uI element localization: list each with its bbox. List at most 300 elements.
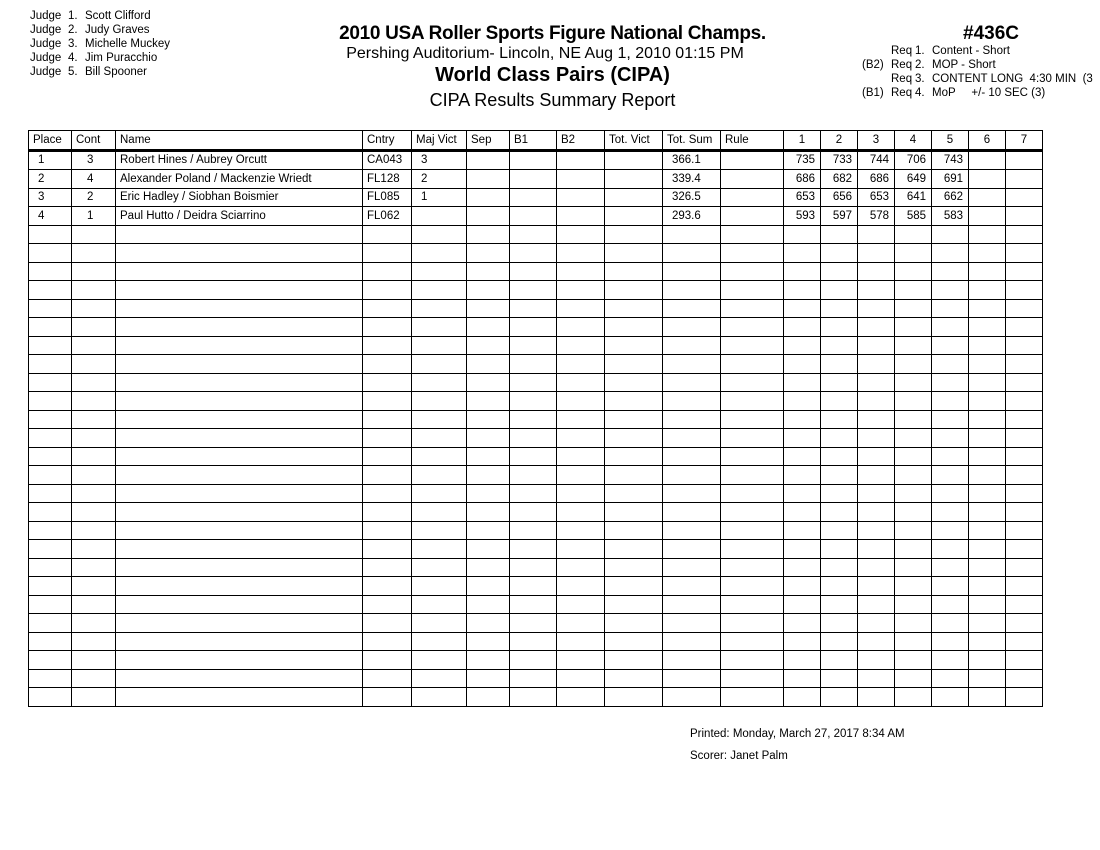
judge-entry	[30, 51, 170, 65]
column-header: Tot. Vict	[605, 131, 663, 151]
table-cell	[412, 688, 467, 707]
table-cell	[1006, 595, 1043, 614]
table-cell	[663, 318, 721, 337]
table-cell	[932, 447, 969, 466]
table-cell	[116, 318, 363, 337]
table-cell	[510, 651, 557, 670]
judge-name: Bill Spooner	[85, 66, 148, 78]
table-cell	[116, 651, 363, 670]
column-header: 7	[1006, 131, 1043, 151]
table-cell	[932, 373, 969, 392]
requirement-bonus-tag: (B1)	[862, 87, 884, 99]
table-cell	[721, 558, 784, 577]
table-cell	[605, 484, 663, 503]
table-row-empty	[29, 244, 1043, 263]
table-cell	[116, 577, 363, 596]
table-cell	[605, 410, 663, 429]
table-cell	[821, 299, 858, 318]
table-cell	[1006, 614, 1043, 633]
table-cell	[858, 447, 895, 466]
table-cell	[663, 244, 721, 263]
table-cell	[895, 410, 932, 429]
table-cell	[29, 244, 72, 263]
table-cell	[895, 373, 932, 392]
table-cell: 1	[412, 188, 467, 207]
table-header-row	[29, 131, 1043, 151]
table-cell	[895, 577, 932, 596]
report-title: CIPA Results Summary Report	[429, 90, 676, 110]
table-cell	[858, 225, 895, 244]
table-cell	[932, 484, 969, 503]
table-cell	[72, 540, 116, 559]
table-cell	[557, 521, 605, 540]
requirements-list	[862, 44, 1093, 100]
table-cell	[858, 688, 895, 707]
table-cell	[969, 336, 1006, 355]
table-cell	[932, 410, 969, 429]
table-cell	[932, 355, 969, 374]
table-cell	[858, 318, 895, 337]
table-cell	[721, 373, 784, 392]
table-cell	[858, 540, 895, 559]
results-table	[28, 130, 1043, 707]
table-cell	[510, 429, 557, 448]
table-cell	[858, 577, 895, 596]
table-cell	[932, 466, 969, 485]
table-cell	[932, 429, 969, 448]
table-cell: 4	[72, 170, 116, 189]
table-cell	[510, 355, 557, 374]
table-cell	[605, 336, 663, 355]
table-cell	[72, 521, 116, 540]
table-cell	[1006, 521, 1043, 540]
table-row	[29, 150, 1043, 170]
table-cell	[557, 188, 605, 207]
table-cell	[605, 150, 663, 170]
table-cell	[784, 484, 821, 503]
table-cell: 4	[29, 207, 72, 226]
table-cell	[557, 688, 605, 707]
table-cell	[29, 318, 72, 337]
table-cell	[858, 410, 895, 429]
table-cell	[721, 484, 784, 503]
table-cell	[1006, 207, 1043, 226]
table-cell	[784, 651, 821, 670]
table-cell	[721, 614, 784, 633]
table-cell	[72, 355, 116, 374]
column-header: 5	[932, 131, 969, 151]
table-row-empty	[29, 429, 1043, 448]
table-cell	[605, 225, 663, 244]
table-cell	[72, 244, 116, 263]
table-cell	[858, 466, 895, 485]
table-cell	[412, 410, 467, 429]
table-row-empty	[29, 669, 1043, 688]
table-row-empty	[29, 373, 1043, 392]
table-cell	[969, 688, 1006, 707]
table-cell	[969, 595, 1006, 614]
table-cell	[784, 447, 821, 466]
table-cell	[663, 688, 721, 707]
table-cell	[29, 410, 72, 429]
table-cell	[412, 521, 467, 540]
requirement-label: Req	[891, 87, 913, 99]
table-cell	[605, 595, 663, 614]
requirement-number: 1.	[915, 45, 925, 57]
table-cell	[510, 595, 557, 614]
table-cell	[721, 632, 784, 651]
table-cell	[467, 521, 510, 540]
table-cell	[605, 669, 663, 688]
table-cell	[29, 429, 72, 448]
requirement-number: 3.	[915, 73, 925, 85]
table-cell	[663, 410, 721, 429]
table-cell	[116, 540, 363, 559]
table-cell	[467, 410, 510, 429]
table-cell	[932, 318, 969, 337]
table-cell	[663, 558, 721, 577]
table-cell	[932, 299, 969, 318]
table-cell	[467, 632, 510, 651]
table-cell	[363, 447, 412, 466]
table-cell	[557, 558, 605, 577]
table-cell	[663, 521, 721, 540]
table-cell	[557, 503, 605, 522]
table-cell	[821, 540, 858, 559]
table-cell	[467, 281, 510, 300]
table-cell	[363, 688, 412, 707]
column-header: Cntry	[363, 131, 412, 151]
table-cell	[1006, 484, 1043, 503]
table-cell	[895, 355, 932, 374]
column-header: B2	[557, 131, 605, 151]
table-row-empty	[29, 521, 1043, 540]
table-cell: 293.6	[663, 207, 721, 226]
table-cell	[72, 558, 116, 577]
table-cell	[895, 688, 932, 707]
table-cell	[116, 299, 363, 318]
table-cell: 686	[784, 170, 821, 189]
table-cell	[784, 688, 821, 707]
table-cell	[605, 429, 663, 448]
table-cell	[412, 503, 467, 522]
table-cell	[29, 225, 72, 244]
column-header: 6	[969, 131, 1006, 151]
table-cell	[784, 373, 821, 392]
table-cell	[467, 558, 510, 577]
table-cell	[784, 355, 821, 374]
table-cell	[605, 503, 663, 522]
table-cell	[29, 484, 72, 503]
table-cell	[72, 595, 116, 614]
table-cell	[932, 669, 969, 688]
table-cell	[510, 540, 557, 559]
table-cell	[1006, 225, 1043, 244]
table-cell	[858, 281, 895, 300]
table-cell	[510, 336, 557, 355]
table-cell	[412, 577, 467, 596]
table-cell	[29, 577, 72, 596]
table-cell	[1006, 540, 1043, 559]
table-cell	[858, 355, 895, 374]
judge-label: Judge	[30, 38, 62, 50]
table-cell	[969, 669, 1006, 688]
table-cell	[510, 410, 557, 429]
judge-name: Scott Clifford	[85, 10, 151, 22]
table-cell	[467, 318, 510, 337]
table-row-empty	[29, 336, 1043, 355]
table-cell	[412, 244, 467, 263]
requirement-text: MoP +/- 10 SEC (3)	[932, 87, 1046, 99]
table-cell	[895, 447, 932, 466]
table-cell	[858, 503, 895, 522]
column-header: B1	[510, 131, 557, 151]
table-cell	[116, 355, 363, 374]
table-cell	[557, 207, 605, 226]
table-cell	[969, 225, 1006, 244]
table-cell	[605, 651, 663, 670]
requirement-entry	[862, 44, 1093, 58]
table-cell	[821, 262, 858, 281]
table-cell	[858, 558, 895, 577]
table-cell	[557, 225, 605, 244]
table-cell	[821, 651, 858, 670]
table-cell	[663, 447, 721, 466]
column-header: Maj Vict	[412, 131, 467, 151]
table-cell	[663, 281, 721, 300]
table-cell	[363, 336, 412, 355]
judges-list	[30, 9, 170, 79]
column-header: 4	[895, 131, 932, 151]
table-cell	[969, 281, 1006, 300]
table-cell	[895, 669, 932, 688]
table-cell: Paul Hutto / Deidra Sciarrino	[116, 207, 363, 226]
table-cell	[412, 558, 467, 577]
table-cell	[721, 651, 784, 670]
table-cell	[969, 466, 1006, 485]
table-cell	[932, 225, 969, 244]
table-cell	[932, 595, 969, 614]
table-cell	[663, 503, 721, 522]
judge-label: Judge	[30, 24, 62, 36]
table-cell	[72, 299, 116, 318]
table-cell	[858, 392, 895, 411]
table-cell	[467, 336, 510, 355]
table-cell: 682	[821, 170, 858, 189]
table-cell	[895, 614, 932, 633]
table-cell	[467, 262, 510, 281]
table-cell	[932, 577, 969, 596]
table-cell	[663, 299, 721, 318]
table-cell	[467, 392, 510, 411]
table-cell	[363, 373, 412, 392]
table-cell: 1	[29, 150, 72, 170]
table-cell	[969, 299, 1006, 318]
table-cell	[510, 614, 557, 633]
table-cell	[932, 651, 969, 670]
table-cell	[784, 521, 821, 540]
table-cell	[663, 429, 721, 448]
table-cell	[557, 651, 605, 670]
table-cell	[363, 558, 412, 577]
table-cell	[467, 429, 510, 448]
table-cell	[412, 447, 467, 466]
table-cell	[557, 429, 605, 448]
table-cell	[721, 170, 784, 189]
table-cell	[72, 484, 116, 503]
table-cell	[72, 577, 116, 596]
table-cell	[412, 669, 467, 688]
table-cell	[605, 632, 663, 651]
table-cell	[72, 262, 116, 281]
table-row-empty	[29, 466, 1043, 485]
table-cell	[557, 392, 605, 411]
requirement-text: CONTENT LONG 4:30 MIN (3	[932, 73, 1093, 85]
division-title: World Class Pairs (CIPA)	[435, 64, 670, 86]
table-cell	[116, 466, 363, 485]
table-cell	[467, 614, 510, 633]
column-header: Sep	[467, 131, 510, 151]
table-cell	[29, 595, 72, 614]
table-row-empty	[29, 595, 1043, 614]
table-cell	[895, 281, 932, 300]
table-cell	[29, 262, 72, 281]
table-cell	[663, 614, 721, 633]
table-row-empty	[29, 262, 1043, 281]
table-cell: 733	[821, 150, 858, 170]
table-cell	[363, 614, 412, 633]
table-cell	[29, 281, 72, 300]
column-header: 3	[858, 131, 895, 151]
scorer-name: Scorer: Janet Palm	[690, 750, 788, 762]
table-cell	[510, 632, 557, 651]
table-cell	[821, 466, 858, 485]
judge-number: 1.	[68, 10, 78, 22]
table-cell	[510, 150, 557, 170]
table-cell	[969, 392, 1006, 411]
column-header: Rule	[721, 131, 784, 151]
table-cell	[784, 595, 821, 614]
table-cell	[557, 299, 605, 318]
table-cell	[363, 595, 412, 614]
table-cell	[72, 429, 116, 448]
table-row-empty	[29, 392, 1043, 411]
table-cell	[821, 355, 858, 374]
table-cell	[605, 392, 663, 411]
table-cell	[72, 447, 116, 466]
table-cell: 653	[858, 188, 895, 207]
table-row-empty	[29, 281, 1043, 300]
table-cell	[29, 299, 72, 318]
table-cell: 578	[858, 207, 895, 226]
table-cell	[858, 336, 895, 355]
table-cell: 706	[895, 150, 932, 170]
table-cell	[116, 484, 363, 503]
table-cell: 2	[412, 170, 467, 189]
table-cell	[821, 244, 858, 263]
table-cell	[467, 577, 510, 596]
table-cell	[510, 392, 557, 411]
table-cell	[1006, 150, 1043, 170]
table-cell	[72, 669, 116, 688]
table-cell	[412, 373, 467, 392]
requirement-entry	[862, 86, 1093, 100]
table-cell	[72, 336, 116, 355]
table-cell	[721, 540, 784, 559]
table-cell	[605, 558, 663, 577]
requirement-label: Req	[891, 59, 913, 71]
table-cell	[605, 521, 663, 540]
requirement-number: 4.	[915, 87, 925, 99]
table-cell	[605, 170, 663, 189]
table-cell	[821, 392, 858, 411]
table-cell	[116, 281, 363, 300]
table-cell	[467, 150, 510, 170]
table-cell	[895, 262, 932, 281]
table-cell	[510, 521, 557, 540]
table-cell	[363, 651, 412, 670]
table-cell: 326.5	[663, 188, 721, 207]
table-cell	[721, 355, 784, 374]
table-row-empty	[29, 503, 1043, 522]
table-cell	[72, 632, 116, 651]
table-cell	[510, 577, 557, 596]
table-cell	[412, 207, 467, 226]
column-header: 1	[784, 131, 821, 151]
printed-timestamp: Printed: Monday, March 27, 2017 8:34 AM	[690, 728, 905, 740]
table-cell	[72, 651, 116, 670]
table-cell	[467, 299, 510, 318]
table-cell	[605, 318, 663, 337]
table-cell	[116, 373, 363, 392]
table-cell	[721, 577, 784, 596]
table-cell	[72, 373, 116, 392]
table-row-empty	[29, 577, 1043, 596]
table-cell	[467, 244, 510, 263]
column-header: 2	[821, 131, 858, 151]
table-cell	[1006, 262, 1043, 281]
table-cell	[663, 484, 721, 503]
judge-number: 5.	[68, 66, 78, 78]
table-cell	[895, 299, 932, 318]
judge-number: 2.	[68, 24, 78, 36]
table-cell	[784, 669, 821, 688]
table-cell	[116, 244, 363, 263]
table-cell	[932, 262, 969, 281]
table-cell	[721, 188, 784, 207]
table-cell	[412, 281, 467, 300]
table-cell	[467, 688, 510, 707]
table-cell	[821, 688, 858, 707]
venue-datetime: Pershing Auditorium- Lincoln, NE Aug 1, 2010 01:15 PM	[346, 45, 744, 62]
table-cell: 2	[72, 188, 116, 207]
table-cell	[412, 318, 467, 337]
table-cell	[858, 484, 895, 503]
table-cell	[557, 466, 605, 485]
table-cell	[363, 355, 412, 374]
table-cell	[116, 336, 363, 355]
table-cell	[969, 170, 1006, 189]
table-cell	[363, 410, 412, 429]
table-cell	[72, 225, 116, 244]
table-cell	[1006, 336, 1043, 355]
table-cell: 3	[29, 188, 72, 207]
table-cell	[557, 595, 605, 614]
table-cell	[784, 577, 821, 596]
table-cell	[721, 336, 784, 355]
table-cell	[858, 521, 895, 540]
table-row-empty	[29, 318, 1043, 337]
